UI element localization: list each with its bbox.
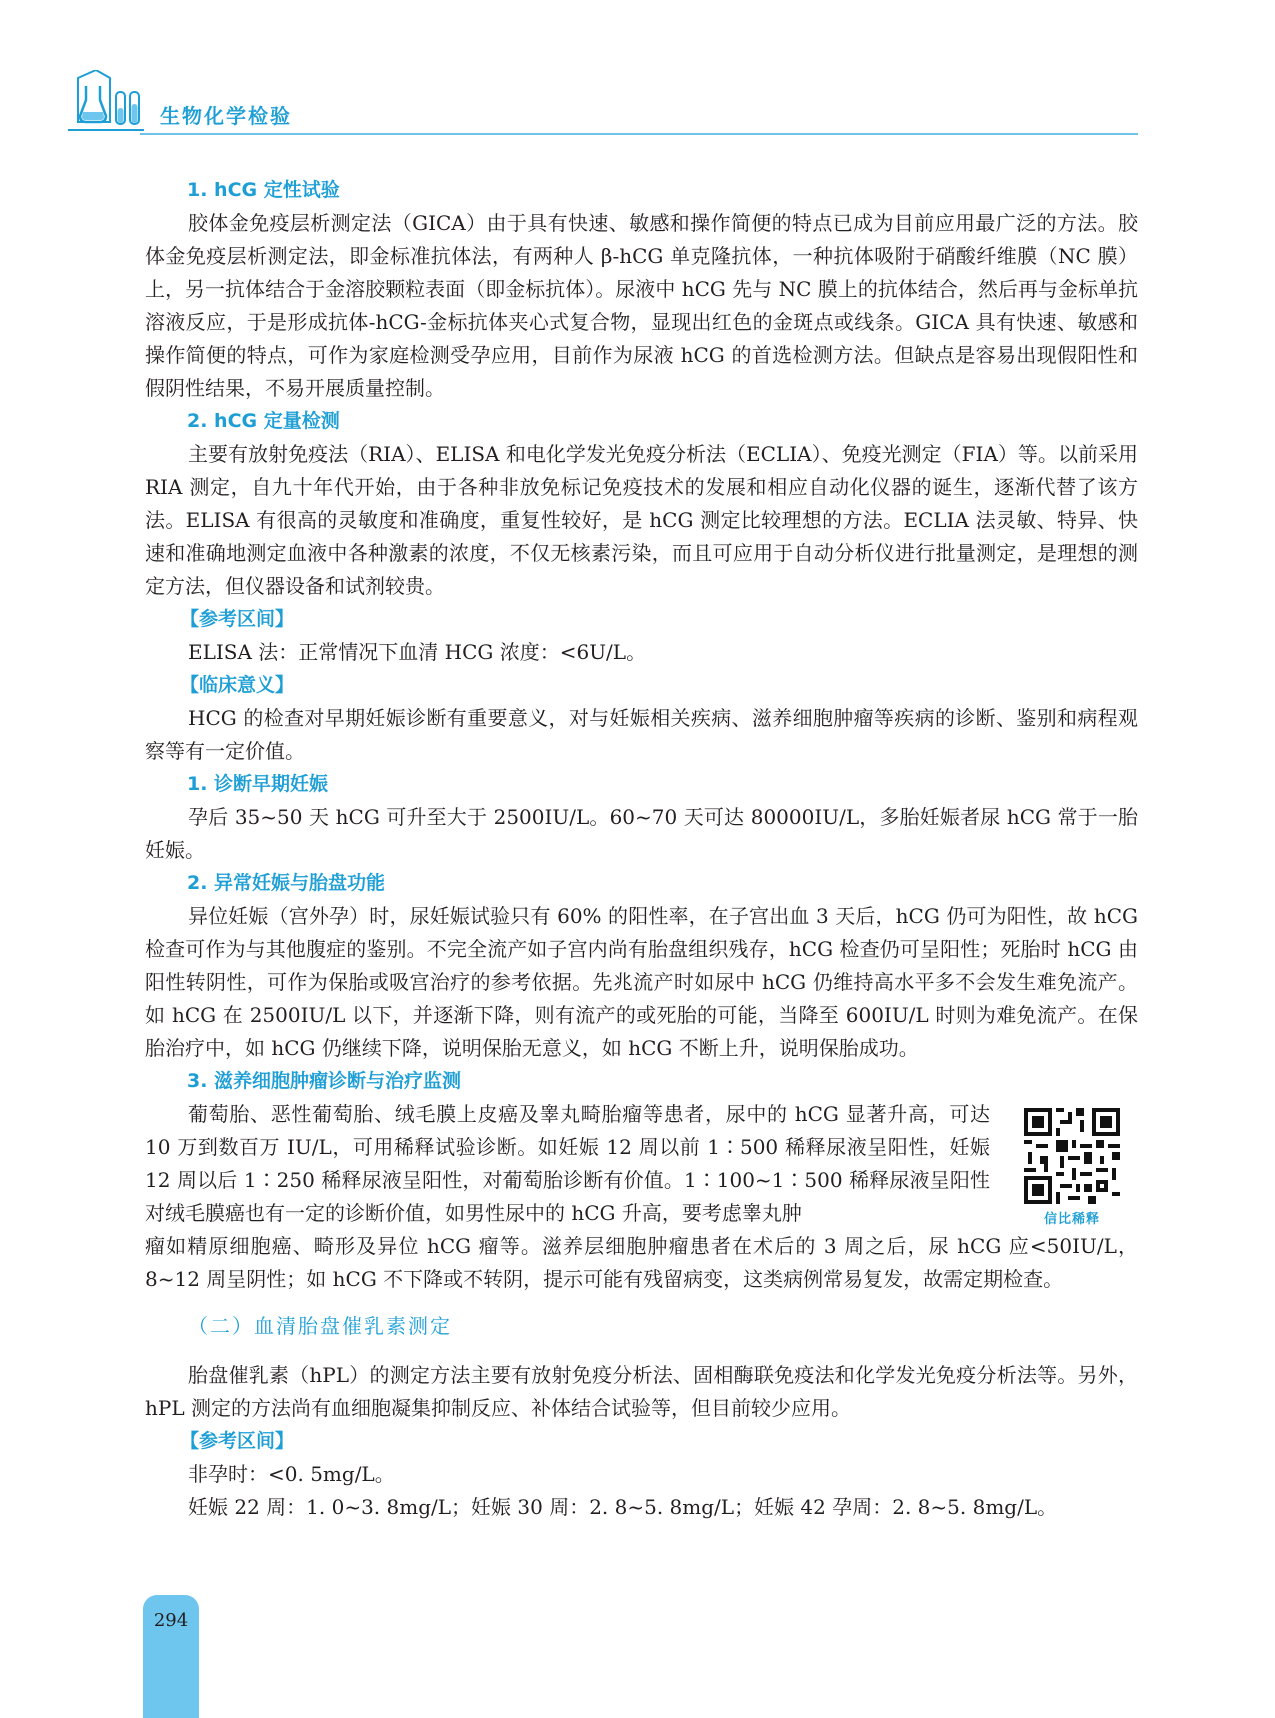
- reference-line: 妊娠 22 周：1. 0~3. 8mg/L；妊娠 30 周：2. 8~5. 8mg/L；妊娠 42 孕周：2. 8~5. 8mg/L。: [188, 1495, 1058, 1519]
- section-heading: 1. hCG 定性试验: [187, 179, 340, 201]
- header-title: 生物化学检验: [160, 104, 292, 128]
- section-heading: 2. 异常妊娠与胎盘功能: [187, 872, 386, 894]
- qr-caption: 信比稀释: [1043, 1212, 1100, 1227]
- qr-code-icon[interactable]: [1024, 1108, 1120, 1204]
- paragraph: 葡萄胎、恶性葡萄胎、绒毛膜上皮癌及睾丸畸胎瘤等患者，尿中的 hCG 显著升高，可达 10 万到数百万 IU/L，可用稀释试验诊断。如妊娠 12 周以前 1∶500 稀释尿液呈阳性，妊娠 12 周以后 1∶250 稀释尿液呈阳性，对葡萄胎诊断有价值。1∶100~1∶500 稀释尿液呈阳性对绒毛膜癌也有一定的诊断价值，如男性尿中的 hCG 升高，要考虑睾丸肿: [145, 1102, 990, 1225]
- paragraph: 孕后 35~50 天 hCG 可升至大于 2500IU/L。60~70 天可达 80000IU/L，多胎妊娠者尿 hCG 常于一胎妊娠。: [145, 805, 1138, 862]
- section-heading: 3. 滋养细胞肿瘤诊断与治疗监测: [187, 1070, 462, 1092]
- qr-code-block[interactable]: [1022, 1108, 1122, 1227]
- lab-flask-test-tubes-icon: [66, 70, 146, 132]
- paragraph: 胶体金免疫层析测定法（GICA）由于具有快速、敏感和操作简便的特点已成为目前应用最广泛的方法。胶体金免疫层析测定法，即金标准抗体法，有两种人 β-hCG 单克隆抗体，一种抗体吸附于硝酸纤维膜（NC 膜）上，另一抗体结合于金溶胶颗粒表面（即金标抗体）。尿液中 hCG 先与 NC 膜上的抗体结合，然后再与金标单抗溶液反应，于是形成抗体-hCG-金标抗体夹心式复合物，显现出红色的金斑点或线条。GICA 具有快速、敏感和操作简便的特点，可作为家庭检测受孕应用，目前作为尿液 hCG 的首选检测方法。但缺点是容易出现假阳性和假阴性结果，不易开展质量控制。: [145, 211, 1138, 400]
- reference-range-heading: 【参考区间】: [180, 1430, 295, 1452]
- header-divider: [140, 133, 1138, 135]
- clinical-significance-heading: 【临床意义】: [180, 674, 295, 696]
- paragraph: 异位妊娠（宫外孕）时，尿妊娠试验只有 60% 的阳性率，在子宫出血 3 天后，hCG 仍可为阳性，故 hCG 检查可作为与其他腹症的鉴别。不完全流产如子宫内尚有胎盘组织残存，hCG 检查仍可呈阳性；死胎时 hCG 由阳性转阴性，可作为保胎或吸宫治疗的参考依据。先兆流产时如尿中 hCG 仍维持高水平多不会发生难免流产。如 hCG 在 2500IU/L 以下，并逐渐下降，则有流产的或死胎的可能，当降至 600IU/L 时则为难免流产。在保胎治疗中，如 hCG 仍继续下降，说明保胎无意义，如 hCG 不断上升，说明保胎成功。: [145, 904, 1138, 1060]
- paragraph: HCG 的检查对早期妊娠诊断有重要意义，对与妊娠相关疾病、滋养细胞肿瘤等疾病的诊断、鉴别和病程观察等有一定价值。: [145, 706, 1138, 763]
- section-heading: 1. 诊断早期妊娠: [187, 773, 329, 795]
- reference-line: 非孕时：<0. 5mg/L。: [188, 1462, 395, 1486]
- paragraph: ELISA 法：正常情况下血清 HCG 浓度：<6U/L。: [188, 640, 647, 664]
- main-content: [145, 174, 1138, 1524]
- page-number: 294: [153, 1610, 189, 1631]
- section-heading: 2. hCG 定量检测: [187, 410, 340, 432]
- reference-range-heading: 【参考区间】: [180, 608, 295, 630]
- section-title: （二）血清胎盘催乳素测定: [188, 1314, 452, 1338]
- paragraph: 瘤如精原细胞癌、畸形及异位 hCG 瘤等。滋养层细胞肿瘤患者在术后的 3 周之后，尿 hCG 应<50IU/L，8~12 周呈阴性；如 hCG 不下降或不转阴，提示可能有残留病变，这类病例常易复发，故需定期检查。: [145, 1234, 1138, 1291]
- paragraph: 胎盘催乳素（hPL）的测定方法主要有放射免疫分析法、固相酶联免疫法和化学发光免疫分析法等。另外，hPL 测定的方法尚有血细胞凝集抑制反应、补体结合试验等，但目前较少应用。: [145, 1363, 1138, 1420]
- paragraph: 主要有放射免疫法（RIA）、ELISA 和电化学发光免疫分析法（ECLIA）、免疫光测定（FIA）等。以前采用 RIA 测定，自九十年代开始，由于各种非放免标记免疫技术的发展和相应自动化仪器的诞生，逐渐代替了该方法。ELISA 有很高的灵敏度和准确度，重复性较好，是 hCG 测定比较理想的方法。ECLIA 法灵敏、特异、快速和准确地测定血液中各种激素的浓度，不仅无核素污染，而且可应用于自动分析仪进行批量测定，是理想的测定方法，但仪器设备和试剂较贵。: [145, 442, 1138, 598]
